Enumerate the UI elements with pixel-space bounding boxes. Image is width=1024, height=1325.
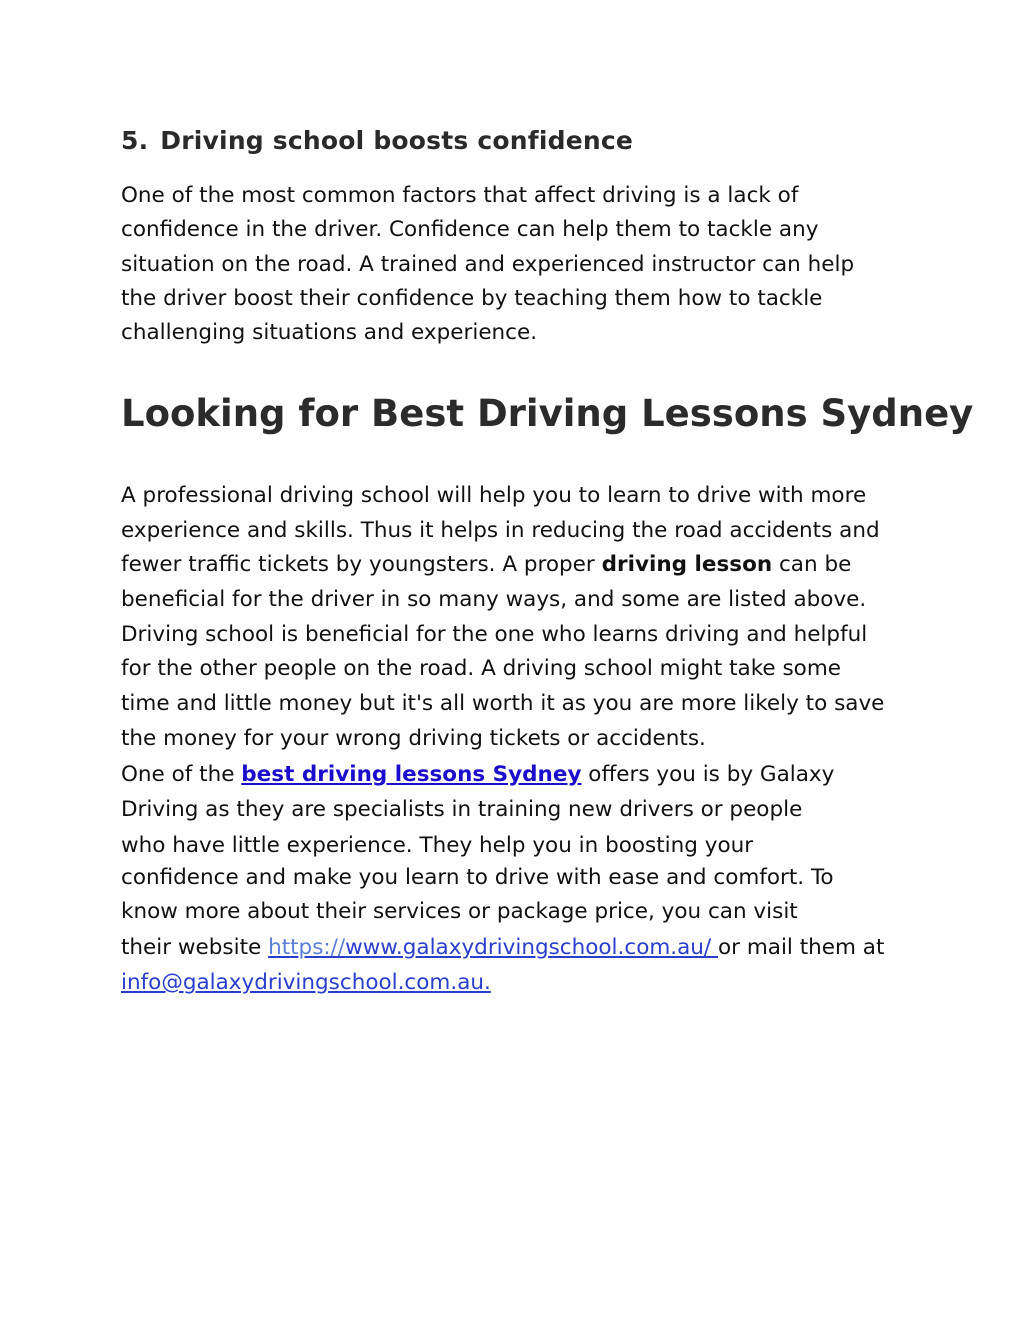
website-link-domain: www.galaxydrivingschool.com.au/: [345, 935, 718, 960]
paragraph-line: the driver boost their confidence by teaching them how to tackle: [121, 286, 823, 311]
text-run: One of the: [121, 762, 242, 787]
paragraph-line: One of the most common factors that affect driving is a lack of: [121, 183, 799, 208]
paragraph-line: the money for your wrong driving tickets or accidents.: [121, 726, 706, 751]
paragraph-line: time and little money but it's all worth it as you are more likely to save: [121, 691, 885, 716]
section-5-heading: [121, 126, 633, 155]
paragraph-line: Driving school is beneficial for the one who learns driving and helpful: [121, 622, 868, 647]
paragraph-line: [121, 551, 851, 579]
main-heading: Looking for Best Driving Lessons Sydney: [121, 392, 974, 435]
section-number: 5.: [121, 126, 149, 155]
website-link[interactable]: [268, 935, 718, 960]
paragraph-line: beneficial for the driver in so many ways, and some are listed above.: [121, 587, 867, 612]
paragraph-line: know more about their services or package price, you can visit: [121, 899, 798, 924]
email-link[interactable]: info@galaxydrivingschool.com.au.: [121, 970, 491, 995]
paragraph-line: A professional driving school will help you to learn to drive with more: [121, 483, 867, 508]
section-title: Driving school boosts confidence: [160, 126, 634, 155]
paragraph-line: [121, 934, 884, 962]
text-run: fewer traffic tickets by youngsters. A proper: [121, 552, 602, 577]
paragraph-line: for the other people on the road. A driving school might take some: [121, 656, 841, 681]
paragraph-line: [121, 761, 834, 789]
paragraph-line: [121, 969, 491, 997]
paragraph-line: experience and skills. Thus it helps in reducing the road accidents and: [121, 518, 880, 543]
paragraph-line: Driving as they are specialists in training new drivers or people: [121, 797, 803, 822]
paragraph-line: situation on the road. A trained and experienced instructor can help: [121, 252, 855, 277]
bold-keyword: driving lesson: [601, 552, 773, 577]
website-link-scheme: https://: [268, 935, 346, 960]
text-run: offers you is by Galaxy: [581, 762, 835, 787]
text-run: can be: [772, 552, 852, 577]
text-run: their website: [121, 935, 269, 960]
best-driving-lessons-link[interactable]: best driving lessons Sydney: [241, 762, 582, 787]
text-run: or mail them at: [718, 935, 885, 960]
paragraph-line: who have little experience. They help you in boosting your: [121, 833, 754, 858]
paragraph-line: challenging situations and experience.: [121, 320, 538, 345]
paragraph-line: confidence and make you learn to drive with ease and comfort. To: [121, 865, 834, 890]
paragraph-line: confidence in the driver. Confidence can help them to tackle any: [121, 217, 819, 242]
